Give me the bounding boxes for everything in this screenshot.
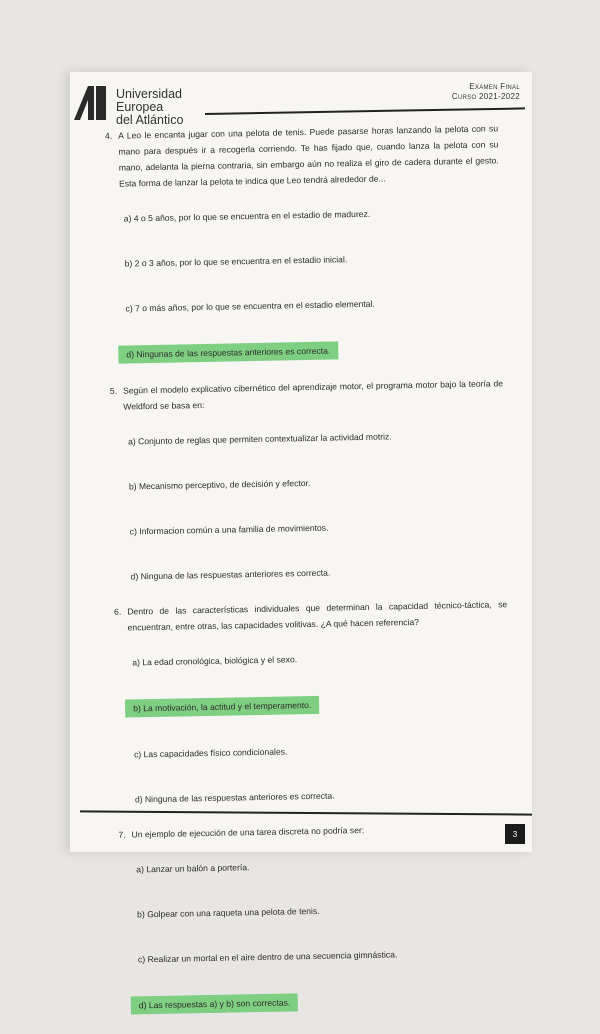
question-stem bbox=[107, 596, 508, 636]
question-stem bbox=[98, 120, 499, 192]
question-text: A Leo le encanta jugar con una pelota de tenis. Puede pasarse horas lanzando la pelota con su mano para después ir a recogerla corriendo. Te has fijado que, cuando lanza la pelota con su mano, adelanta la pierna contraria, sin embargo aún no realiza el giro de cadera durante el gesto. Esta forma de lanzar la pelota te indica que Leo tendrá alrededor de... bbox=[118, 123, 499, 189]
question-number: 5. bbox=[109, 385, 118, 396]
course-year: Curso 2021-2022 bbox=[451, 92, 520, 101]
option: c) Las capacidades físico condicionales. bbox=[133, 746, 288, 760]
option: c) Informacion común a una familia de movimientos. bbox=[129, 522, 329, 537]
question-stem bbox=[111, 819, 511, 843]
university-line-1: Universidad bbox=[116, 87, 183, 101]
option: a) La edad cronológica, biológica y el sexo. bbox=[132, 654, 298, 668]
question-number: 4. bbox=[104, 130, 113, 141]
university-line-3: del Atlántico bbox=[116, 113, 184, 127]
page-number: 3 bbox=[505, 824, 525, 844]
question-number: 6. bbox=[114, 606, 122, 617]
university-name bbox=[116, 88, 183, 127]
option: c) Realizar un mortal en el aire dentro de una secuencia gimnástica. bbox=[137, 949, 398, 965]
option: d) Ninguna de las respuestas anteriores es correcta. bbox=[134, 790, 335, 805]
option-highlighted: b) La motivación, la actitud y el temperamento. bbox=[125, 696, 319, 718]
question-5 bbox=[103, 375, 507, 595]
option: b) 2 o 3 años, por lo que se encuentra en el estadio inicial. bbox=[124, 254, 348, 269]
option: a) Lanzar un balón a portería. bbox=[136, 862, 250, 875]
question-6 bbox=[107, 596, 511, 818]
question-text: Dentro de las características individuales que determinan la capacidad técnico-táctica, se encuentran, entre otras, las capacidades volitivas. ¿A qué hacen referencia? bbox=[127, 599, 508, 633]
question-stem bbox=[103, 375, 504, 415]
option: b) Golpear con una raqueta una pelota de tenis. bbox=[137, 905, 320, 920]
university-logo bbox=[74, 86, 106, 120]
questions-list bbox=[98, 120, 515, 1034]
option: b) Mecanismo perceptivo, de decisión y efector. bbox=[128, 477, 311, 492]
question-number: 7. bbox=[118, 829, 126, 840]
option-highlighted: d) Ningunas de las respuestas anteriores es correcta. bbox=[118, 341, 338, 363]
university-line-2: Europea bbox=[116, 100, 164, 114]
option: a) 4 o 5 años, por lo que se encuentra en el estadio de madurez. bbox=[123, 208, 371, 224]
question-4 bbox=[98, 120, 503, 374]
question-text: Un ejemplo de ejecución de una tarea discreta no podría ser: bbox=[131, 825, 365, 840]
option: c) 7 o más años, por lo que se encuentra en el estadio elemental. bbox=[125, 298, 375, 314]
question-7 bbox=[111, 819, 515, 1025]
question-text: Según el modelo explicativo cibernético del aprendizaje motor, el programa motor bajo la teoría de Weldford se basa en: bbox=[122, 378, 504, 412]
exam-header bbox=[452, 82, 520, 102]
option-highlighted: d) Las respuestas a) y b) son correctas. bbox=[131, 993, 299, 1014]
option: d) Ninguna de las respuestas anteriores es correcta. bbox=[130, 567, 331, 582]
exam-title: Examen Final bbox=[469, 82, 520, 91]
option: a) Conjunto de reglas que permiten contextualizar la actividad motriz. bbox=[127, 431, 392, 447]
